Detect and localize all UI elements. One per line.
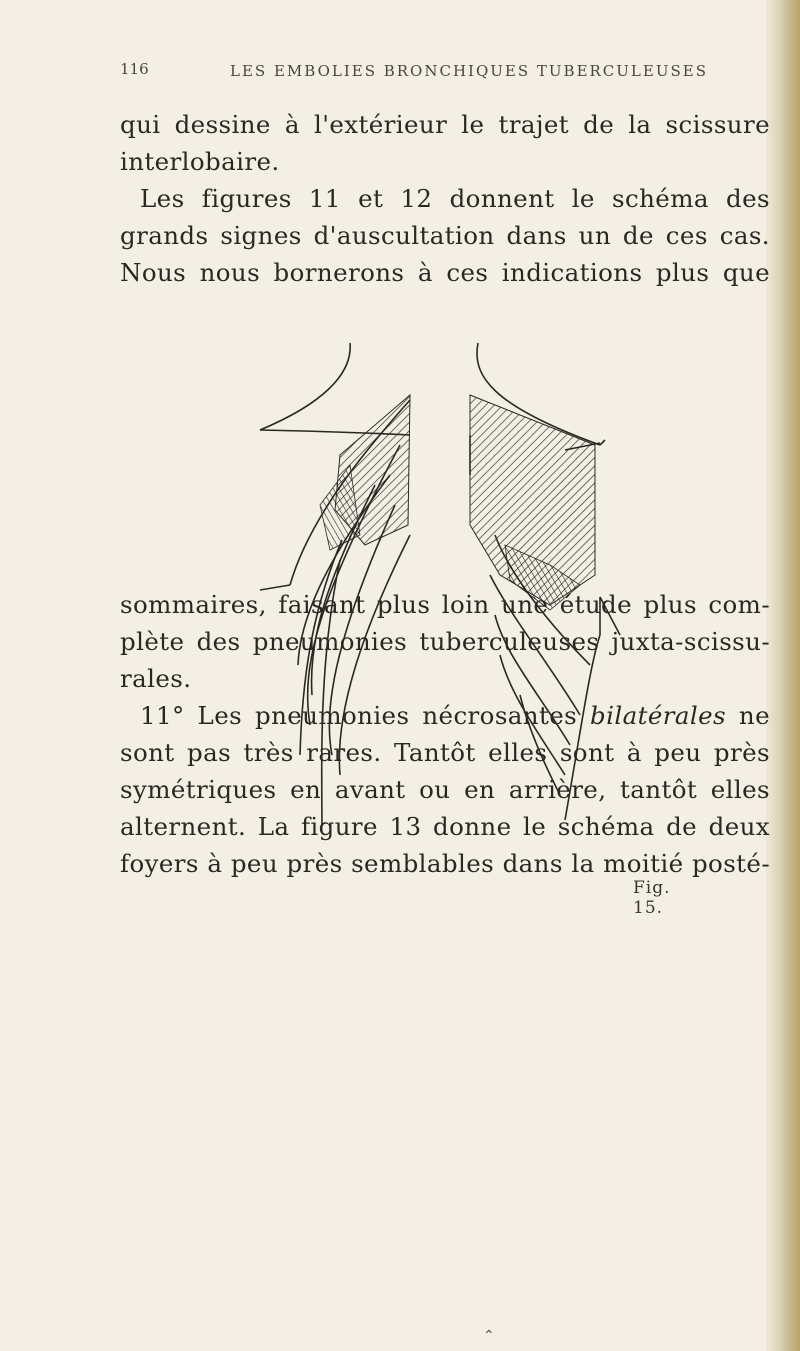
- figure-caption: Fig. 15.: [633, 878, 671, 918]
- text-fragment: ne: [725, 701, 770, 730]
- signature-mark: ⌃: [483, 1328, 495, 1344]
- text-line: rales.: [120, 664, 192, 693]
- paragraph-bottom: [120, 586, 770, 882]
- text-line: Les figures 11 et 12 donnent le schéma des: [140, 184, 770, 213]
- text-line: symétriques en avant ou en arrière, tantôt elles: [120, 775, 770, 804]
- text-line: interlobaire.: [120, 147, 280, 176]
- text-line: plète des pneumonies tuberculeuses juxta-scissu-: [120, 627, 770, 656]
- text-fragment: 11° Les pneumonies nécrosantes: [140, 701, 591, 730]
- text-line: sont pas très rares. Tantôt elles sont à peu près: [120, 738, 770, 767]
- running-title: LES EMBOLIES BRONCHIQUES TUBERCULEUSES: [230, 62, 708, 80]
- text-line: qui dessine à l'extérieur le trajet de la scissure: [120, 110, 770, 139]
- left-lung-hatched-area: [320, 395, 410, 550]
- text-line: alternent. La figure 13 donne le schéma de deux: [120, 812, 770, 841]
- text-line: [120, 697, 770, 734]
- italic-term: bilatérales: [590, 701, 726, 730]
- text-line: Nous nous bornerons à ces indications plus que: [120, 258, 770, 287]
- text-line: grands signes d'auscultation dans un de ces cas.: [120, 221, 770, 250]
- page-number: 116: [120, 60, 149, 78]
- page-edge: [766, 0, 800, 1351]
- text-line: sommaires, faisant plus loin une étude plus com-: [120, 590, 770, 619]
- right-lung-hatched-area: [470, 395, 595, 610]
- text-line: foyers à peu près semblables dans la moitié posté-: [120, 849, 770, 878]
- paragraph-top: [120, 106, 770, 291]
